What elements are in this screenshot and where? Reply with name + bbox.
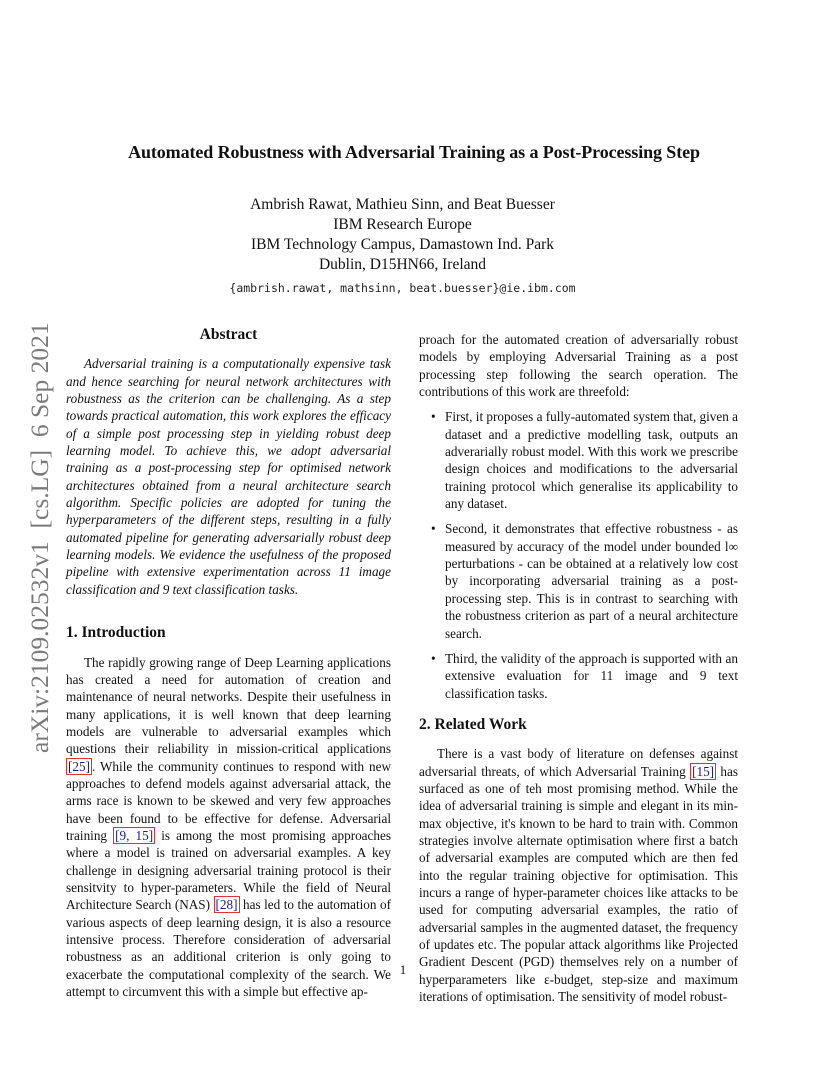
contribution-text: Second, it demonstrates that effective robustness - as measured by accuracy of the model under bounded l∞ perturbations - can be obtained at a relatively low cost by incorporating adversarial training as a post-processing step. This is in contrast to searching with the robustness criterion as part of a neural architecture search. [445,521,738,641]
arxiv-identifier-text: arXiv:2109.02532v1 [cs.LG] 6 Sep 2021 [25,322,54,753]
author-block [0,195,805,298]
list-item [419,650,738,702]
citation-link[interactable]: [9, 15] [115,827,154,843]
citation-link[interactable]: [28] [215,897,238,913]
right-column [419,331,738,1005]
contribution-text: Third, the validity of the approach is supported with an extensive evaluation for 11 image and 9 text classification tasks. [445,650,738,701]
bullet-icon: • [431,409,436,425]
intro-text-2: . While the community continues to respond with new approaches to defend models against adversarial attack, the arms race is known to be skewed and very few approaches have been found to be effective for defense. Adversarial training [66,758,391,843]
contribution-text: First, it proposes a fully-automated system that, given a dataset and a predictive modelling task, outputs an adverarially robust model. With this work we prescribe design choices and modifications to the adversarial training protocol which generalise its applicability to any dataset. [445,409,739,512]
author-address-line-1: IBM Technology Campus, Damastown Ind. Park [251,236,554,253]
abstract-heading: Abstract [199,326,258,343]
related-work-heading: 2. Related Work [419,715,527,733]
list-item [419,408,738,512]
intro-text-4: has led to the automation of various aspects of deep learning design, it is also a resource intensive process. Therefore consideration of adversarial robustness as an additional criterion is only going to exacerbate the computational complexity of the search. We attempt to circumvent this with a simple but effective ap- [66,897,391,1000]
left-column [66,322,391,1000]
introduction-continued: proach for the automated creation of adversarially robust models by employing Adversarial Training as a post processing step following the search operation. The contributions of this work are threefold: [419,332,738,400]
bullet-icon: • [431,521,436,537]
arxiv-identifier-stamp [18,295,60,755]
intro-text-3: is among the most promising approaches where a model is trained on adversarial examples. A key challenge in designing adversarial training protocol is their sensitvity to hyper-parameters. While the field of Neural Architecture Search (NAS) [66,827,391,913]
author-emails: {ambrish.rawat, mathsinn, beat.buesser}@ie.ibm.com [229,281,576,295]
page-number: 1 [399,962,407,977]
related-text-2: has surfaced as one of teh most promising method. While the idea of adversarial training is simple and elegant in its min-max objective, it's known to be hard to train with. Common strategies involve alternate optimisation where first a batch of adversarial examples are computed which are then fed into the regular training objective for optimisation. This incurs a range of hyper-parameter choices like attacks to be used for computing adversarial examples, the ratio of adversarial samples in the augmented dataset, the frequency of updates etc. The popular attack algorithms like Projected Gradient Descent (PGD) themselves rely on a number of hyperparameters like ε-budget, step-size and maximum iterations of optimisation. The sensitivity of model robust- [419,763,738,1005]
citation-link[interactable]: [15] [692,763,715,779]
author-address-line-2: Dublin, D15HN66, Ireland [318,256,487,273]
bullet-icon: • [431,650,436,666]
related-text-1: There is a vast body of literature on defenses against adversarial threats, of which Adversarial Training [419,746,738,779]
author-names: Ambrish Rawat, Mathieu Sinn, and Beat Buesser [250,196,555,213]
list-item [419,520,738,641]
introduction-paragraph [66,654,391,1001]
contributions-list [419,408,738,702]
citation-link[interactable]: [25] [68,758,90,774]
intro-text-1: The rapidly growing range of Deep Learning applications has created a need for automation of creation and maintenance of neural networks. Despite their usefulness in many applications, it is well known that deep learning models are vulnerable to adversarial examples which questions their reliability in mission-critical applications [66,654,391,757]
introduction-heading: 1. Introduction [66,624,166,642]
abstract-text: Adversarial training is a computationally expensive task and hence searching for neural network architectures with robustness as the criterion can be challenging. As a step towards practical automation, this work explores the efficacy of a simple post processing step in yielding robust deep learning model. To achieve this, we adopt adversarial training as a post-processing step for optimised network architectures obtained from a neural architecture search algorithm. Specific policies are adopted for tuning the hyperparameters of the different steps, resulting in a fully automated pipeline for generating adversarially robust deep learning models. We evidence the usefulness of the proposed pipeline with extensive experimentation across 11 image classification and 9 text classification tasks. [66,356,391,597]
author-affiliation: IBM Research Europe [333,216,472,233]
paper-title: Automated Robustness with Adversarial Training as a Post-Processing Step [128,142,700,162]
